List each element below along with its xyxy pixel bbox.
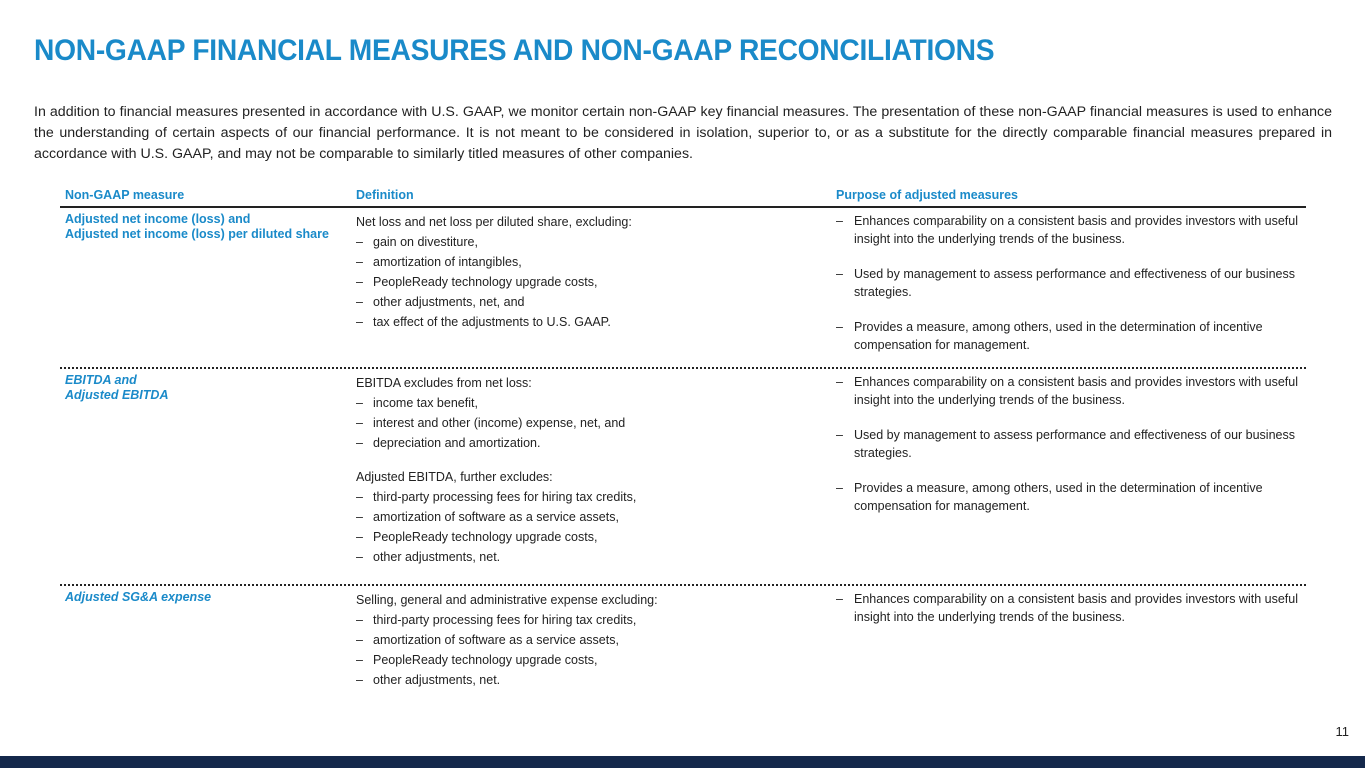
page-number: 11: [1335, 724, 1349, 739]
purpose-cell: [836, 590, 1306, 643]
header-purpose: Purpose of adjusted measures: [836, 188, 1019, 202]
measure-name: Adjusted net income (loss) per diluted share: [65, 227, 329, 241]
header-measure: Non-GAAP measure: [65, 188, 185, 202]
definition-cell: [356, 590, 658, 690]
measure-name: EBITDA and: [65, 373, 137, 387]
definition-item: – other adjustments, net.: [356, 673, 501, 687]
purpose-item: – Used by management to assess performance and effectiveness of our business strategies.: [836, 267, 1295, 299]
purpose-item: – Enhances comparability on a consistent basis and provides investors with useful insight into the underlying trends of the business.: [836, 592, 1298, 624]
purpose-item: – Provides a measure, among others, used in the determination of incentive compensation for management.: [836, 320, 1263, 352]
measure-name: Adjusted EBITDA: [65, 388, 169, 402]
definition-item: – amortization of intangibles,: [356, 255, 522, 269]
definition-intro: Selling, general and administrative expense excluding:: [356, 593, 658, 607]
definition-item: – PeopleReady technology upgrade costs,: [356, 653, 598, 667]
definition-item: – other adjustments, net.: [356, 550, 501, 564]
definition-item: – other adjustments, net, and: [356, 295, 525, 309]
header-definition: Definition: [356, 188, 414, 202]
definition-item: – interest and other (income) expense, net, and: [356, 416, 626, 430]
purpose-cell: [836, 373, 1306, 532]
definition-item: – tax effect of the adjustments to U.S. GAAP.: [356, 315, 611, 329]
definition-item: – amortization of software as a service assets,: [356, 633, 619, 647]
definition-item: – gain on divestiture,: [356, 235, 478, 249]
non-gaap-table: [60, 186, 1306, 696]
purpose-item: – Provides a measure, among others, used in the determination of incentive compensation for management.: [836, 481, 1263, 513]
definition-item: – third-party processing fees for hiring tax credits,: [356, 490, 637, 504]
definition-cell: [356, 212, 632, 332]
definition-item: – amortization of software as a service assets,: [356, 510, 619, 524]
definition-cell: [356, 373, 636, 567]
table-header: [60, 186, 1306, 208]
page-title: NON-GAAP FINANCIAL MEASURES AND NON-GAAP RECONCILIATIONS: [34, 34, 995, 67]
measure-name: Adjusted net income (loss) and: [65, 212, 251, 226]
measure-name: Adjusted SG&A expense: [65, 590, 212, 604]
definition-item: – income tax benefit,: [356, 396, 478, 410]
measure-cell: [65, 590, 211, 605]
purpose-item: – Used by management to assess performance and effectiveness of our business strategies.: [836, 428, 1295, 460]
purpose-item: – Enhances comparability on a consistent basis and provides investors with useful insight into the underlying trends of the business.: [836, 375, 1298, 407]
table-row-adjusted-sga: [60, 586, 1306, 696]
measure-cell: [65, 212, 329, 242]
table-row-ebitda: [60, 369, 1306, 586]
purpose-item: – Enhances comparability on a consistent basis and provides investors with useful insight into the underlying trends of the business.: [836, 214, 1298, 246]
definition-intro: EBITDA excludes from net loss:: [356, 376, 532, 390]
definition-item: – PeopleReady technology upgrade costs,: [356, 530, 598, 544]
definition-item: – depreciation and amortization.: [356, 436, 541, 450]
footer-bar: [0, 756, 1365, 768]
definition-item: – PeopleReady technology upgrade costs,: [356, 275, 598, 289]
definition-item: – third-party processing fees for hiring tax credits,: [356, 613, 637, 627]
definition-intro: Adjusted EBITDA, further excludes:: [356, 470, 553, 484]
measure-cell: [65, 373, 168, 403]
purpose-cell: [836, 212, 1306, 371]
table-row-adjusted-net-income: [60, 208, 1306, 369]
intro-paragraph: In addition to financial measures presented in accordance with U.S. GAAP, we monitor certain non-GAAP key financial measures. The presentation of these non-GAAP financial measures is used to enhance the understanding of certain aspects of our financial performance. It is not meant to be considered in isolation, superior to, or as a substitute for the directly comparable financial measures prepared in accordance with U.S. GAAP, and may not be comparable to similarly titled measures of other companies.: [34, 104, 1332, 162]
definition-intro: Net loss and net loss per diluted share, excluding:: [356, 215, 632, 229]
